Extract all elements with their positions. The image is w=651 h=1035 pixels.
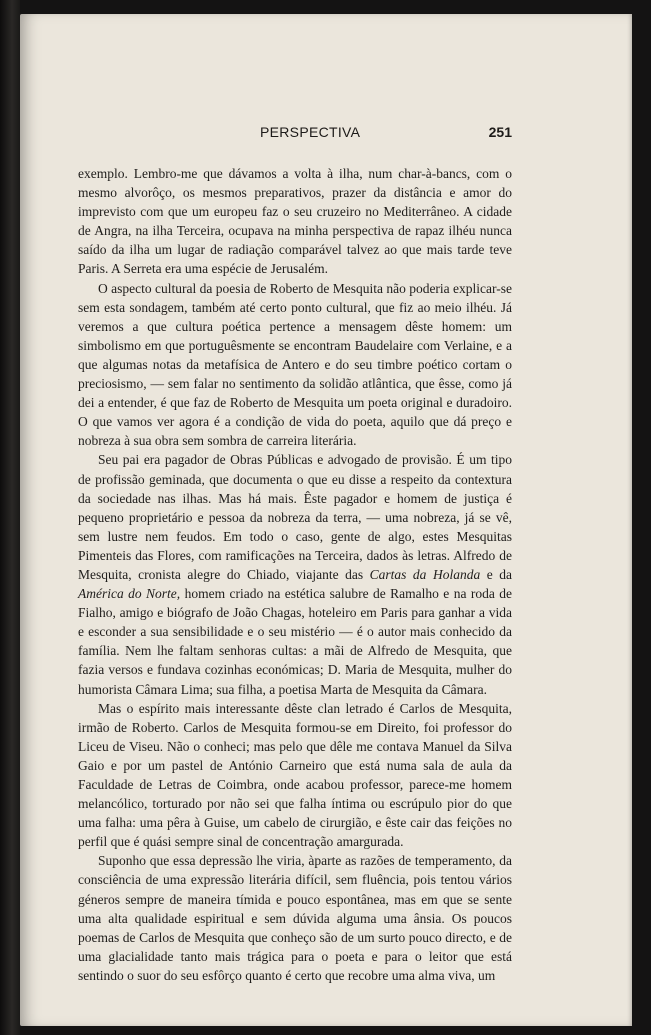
book-spine-shadow xyxy=(0,0,20,1035)
book-title-america-do-norte: América do Norte, xyxy=(78,586,181,602)
paragraph-3-part-2: e da xyxy=(480,566,513,582)
body-text xyxy=(78,164,512,985)
page-number: 251 xyxy=(488,124,512,140)
running-head xyxy=(80,124,512,144)
paragraph-3-part-1: Seu pai era pagador de Obras Públicas e advogado de provisão. É um tipo de profissão geminada, que documenta o que eu disse a respeito da contextura da sociedade nas ilhas. Mas há mais. Êste pagador e homem de justiça é pequeno proprietário e pessoa da nobreza da terra, — uma nobreza, já se vê, sem lustre nem feudos. Em todo o caso, gente de algo, estes Mesquitas Pimenteis das Flores, com ramificações na Terceira, dados às letras. Alfredo de Mesquita, cronista alegre do Chiado, viajante das xyxy=(78,452,512,582)
paragraph-1: exemplo. Lembro-me que dávamos a volta à ilha, num char-à-bancs, com o mesmo alvorôço, os mesmos preparativos, prazer da distância e amor do imprevisto com que um europeu faz o seu cruzeiro no Mediterrâneo. A cidade de Angra, na ilha Terceira, ocupava na minha perspectiva de rapaz ilhéu nunca saído da ilha um lugar de radiação comparável talvez ao que mais tarde teve Paris. A Serreta era uma espécie de Jerusalém. xyxy=(78,166,512,277)
book-title-cartas-da-holanda: Cartas da Holanda xyxy=(369,566,481,582)
paragraph-5: Suponho que essa depressão lhe viria, àparte as razões de temperamento, da consciência de uma expressão literária difícil, sem fluência, pois tentou vários géneros sempre de maneira tímida e pouco espontânea, mas em que se sente uma alta qualidade espiritual e sem dúvida alguma uma ânsia. Os poucos poemas de Carlos de Mesquita que conheço são de um surto pouco directo, e de uma glacialidade tanto mais trágica para o poeta e para o leitor que está sentindo o suor do seu esfôrço quanto é certo que recobre uma alma viva, um xyxy=(78,853,512,983)
paragraph-3 xyxy=(78,450,512,698)
paragraph-3-part-3: homem criado na estética salubre de Ramalho e na roda de Fialho, amigo e biógrafo de João Chagas, hoteleiro em Paris para ganhar a vida e esconder a sua sensibilidade e o seu mistério — é o autor mais conhecido da família. Nem lhe faltam senhoras cultas: a mãi de Alfredo de Mesquita, que fazia versos e fundava cozinhas económicas; D. Maria de Mesquita, mulher do humorista Câmara Lima; sua filha, a poetisa Marta de Mesquita da Câmara. xyxy=(78,586,512,697)
paragraph-2: O aspecto cultural da poesia de Roberto de Mesquita não poderia explicar-se sem esta sondagem, também até certo ponto cultural, que fiz ao meio ilhéu. Já veremos a que cultura poética pertence a mensagem dêste homem: um simbolismo em que portuguêsmente se encontram Baudelaire com Verlaine, e a que algumas notas da metafísica de Antero e do seu timbre poético cortam o preciosismo, — sem falar no sentimento da solidão atlântica, que êsse, como já dei a entender, é que faz de Roberto de Mesquita um poeta original e duradoiro. O que vamos ver agora é a condição de vida do poeta, aquilo que dá preço e nobreza à sua obra sem sombra de carreira literária. xyxy=(78,280,512,449)
running-head-title: PERSPECTIVA xyxy=(260,124,361,140)
paragraph-4: Mas o espírito mais interessante dêste clan letrado é Carlos de Mesquita, irmão de Roberto. Carlos de Mesquita formou-se em Direito, foi professor do Liceu de Viseu. Não o conheci; mas pelo que dêle me contava Manuel da Silva Gaio e por um pastel de António Carneiro que está numa sala de aula da Faculdade de Letras de Coimbra, onde acabou professor, parece-me homem melancólico, torturado por não sei que falha íntima ou escrúpulo pior do que uma falha: uma pêra à Guise, um cabelo de cirurgião, e êste cair das feições no perfil que é quási sempre sinal de concentração amargurada. xyxy=(78,700,512,850)
book-page xyxy=(20,14,632,1026)
